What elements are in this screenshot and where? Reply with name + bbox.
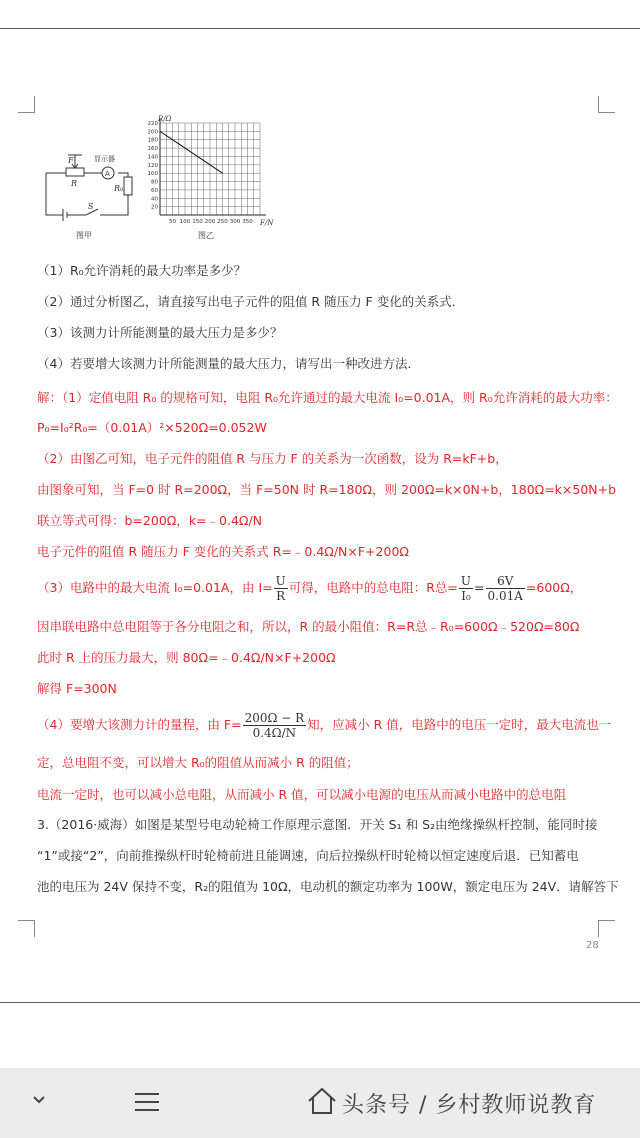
y-tick-label: 160 [147,146,158,153]
y-tick-label: 200 [147,129,158,136]
solution-line-5: 联立等式可得：b=200Ω，k=﹣0.4Ω/N [37,513,263,528]
y-tick-label: 140 [147,154,158,161]
question-2: （2）通过分析图乙，请直接写出电子元件的阻值 R 随压力 F 变化的关系式． [37,294,465,309]
caption-left: 图甲 [76,231,92,240]
chevron-down-icon[interactable] [30,1093,48,1107]
solution-line-3: （2）由图乙可知，电子元件的阻值 R 与压力 F 的关系为一次函数，设为 R=kF+b， [37,451,508,466]
formula-f-expression: $\frac{200\Omega - R}{0.4\Omega/N}$ [244,711,305,740]
solution-line-11 [37,708,611,742]
crop-mark-top-right [598,96,615,113]
home-icon[interactable] [306,1086,338,1116]
label-S: S [88,202,94,211]
figure [38,115,288,245]
x-tick-label: 50 [169,219,176,225]
crop-mark-bottom-right [598,920,615,937]
solution-line-13: 电流一定时，也可以减小总电阻，从而减小 R 值，可以减小电源的电压从而减小电路中的总电阻 [37,787,567,802]
crop-mark-top-left [18,96,35,113]
solution-line-12: 定，总电阻不变，可以增大 R₀的阻值从而减小 R 的阻值； [37,755,359,770]
y-tick-label: 80 [151,179,158,186]
solution-line-10: 解得 F=300N [37,681,117,696]
crop-mark-bottom-left [18,920,35,937]
solution-line-2: P₀=I₀²R₀=（0.01A）²×520Ω=0.052W [37,420,267,435]
y-tick-label: 120 [147,162,158,169]
solution-line-8: 因串联电路中总电阻等于各分电阻之和，所以，R 的最小阻值：R=R总﹣R₀=600Ω﹣520Ω=80Ω [37,619,580,634]
problem-3-line-2: “1”或接“2”，向前推操纵杆时轮椅前进且能调速，向后拉操纵杆时轮椅以恒定速度后退．已知蓄电 [37,848,579,863]
x-tick-label: 300 [229,219,241,225]
solution-line-6: 电子元件的阻值 R 随压力 F 变化的关系式 R=﹣0.4Ω/N×F+200Ω [37,544,409,559]
question-1: （1）R₀允许消耗的最大功率是多少？ [37,263,247,278]
solution-line-7 [37,573,582,603]
y-tick-label: 220 [147,121,158,127]
problem-3-line-1: 3.（2016·威海）如图是某型号电动轮椅工作原理示意图．开关 S₁ 和 S₂由绝缘操纵杆控制，能同时接 [37,817,598,832]
x-tick-label: 150 [192,219,203,225]
label-F: F [68,156,74,165]
menu-icon[interactable] [132,1090,162,1114]
problem-3-line-3: 池的电压为 24V 保持不变，R₂的阻值为 10Ω，电动机的额定功率为 100W，额定电压为 24V．请解答下 [37,879,619,894]
graph [148,119,267,225]
label-R0: R₀ [114,184,124,193]
watermark-text: 头条号 / 乡村教师说教育 [342,1093,597,1118]
label-display: 显示器 [94,155,115,163]
x-tick-label: 200 [204,219,216,225]
y-tick-label: 60 [151,187,158,194]
question-3: （3）该测力计所能测量的最大压力是多少？ [37,325,283,340]
page-number: 28 [586,940,599,951]
solution-line-4: 由图象可知，当 F=0 时 R=200Ω，当 F=50N 时 R=180Ω，则 200Ω=k×0N+b，180Ω=k×50N+b [37,482,617,497]
x-tick-label: 350 [242,219,253,225]
question-4: （4）若要增大该测力计所能测量的最大压力，请写出一种改进方法． [37,356,420,371]
y-tick-label: 20 [151,204,158,211]
graph-xlabel: F/N [260,219,274,227]
label-R: R [71,179,78,188]
x-tick-label: 100 [179,219,191,225]
top-divider [0,28,640,29]
y-tick-label: 40 [151,196,158,203]
solution-line-7-a: （3）电路中的最大电流 I₀=0.01A，由 I= [37,580,273,595]
solution-line-7-b: 可得，电路中的总电阻：R总= [288,580,458,595]
solution-line-11-b: 知，应减小 R 值，电路中的电压一定时，最大电流也一 [307,717,612,732]
formula-i-u-over-r: $\frac{U}{R}$ [275,574,286,603]
solution-line-7-c: =600Ω， [525,580,583,595]
label-A: A [105,170,110,178]
caption-right: 图乙 [198,231,214,240]
formula-6v-over-001a: $\frac{6V}{0.01A}$ [487,574,523,603]
y-tick-label: 100 [147,171,158,178]
solution-line-1: 解：（1）定值电阻 R₀ 的规格可知，电阻 R₀允许通过的最大电流 I₀=0.01A，则 R₀允许消耗的最大功率： [37,390,618,405]
solution-line-9: 此时 R 上的压力最大，则 80Ω=﹣0.4Ω/N×F+200Ω [37,650,336,665]
graph-ylabel: R/Ω [158,115,172,123]
x-tick-label: 250 [217,219,228,225]
solution-line-11-a: （4）要增大该测力计的量程，由 F= [37,717,242,732]
formula-u-over-i0: $\frac{U}{\text{I₀}}$ [460,574,472,603]
bottom-divider [0,1002,640,1003]
formula-eq: = [474,580,485,595]
y-tick-label: 180 [147,137,158,144]
